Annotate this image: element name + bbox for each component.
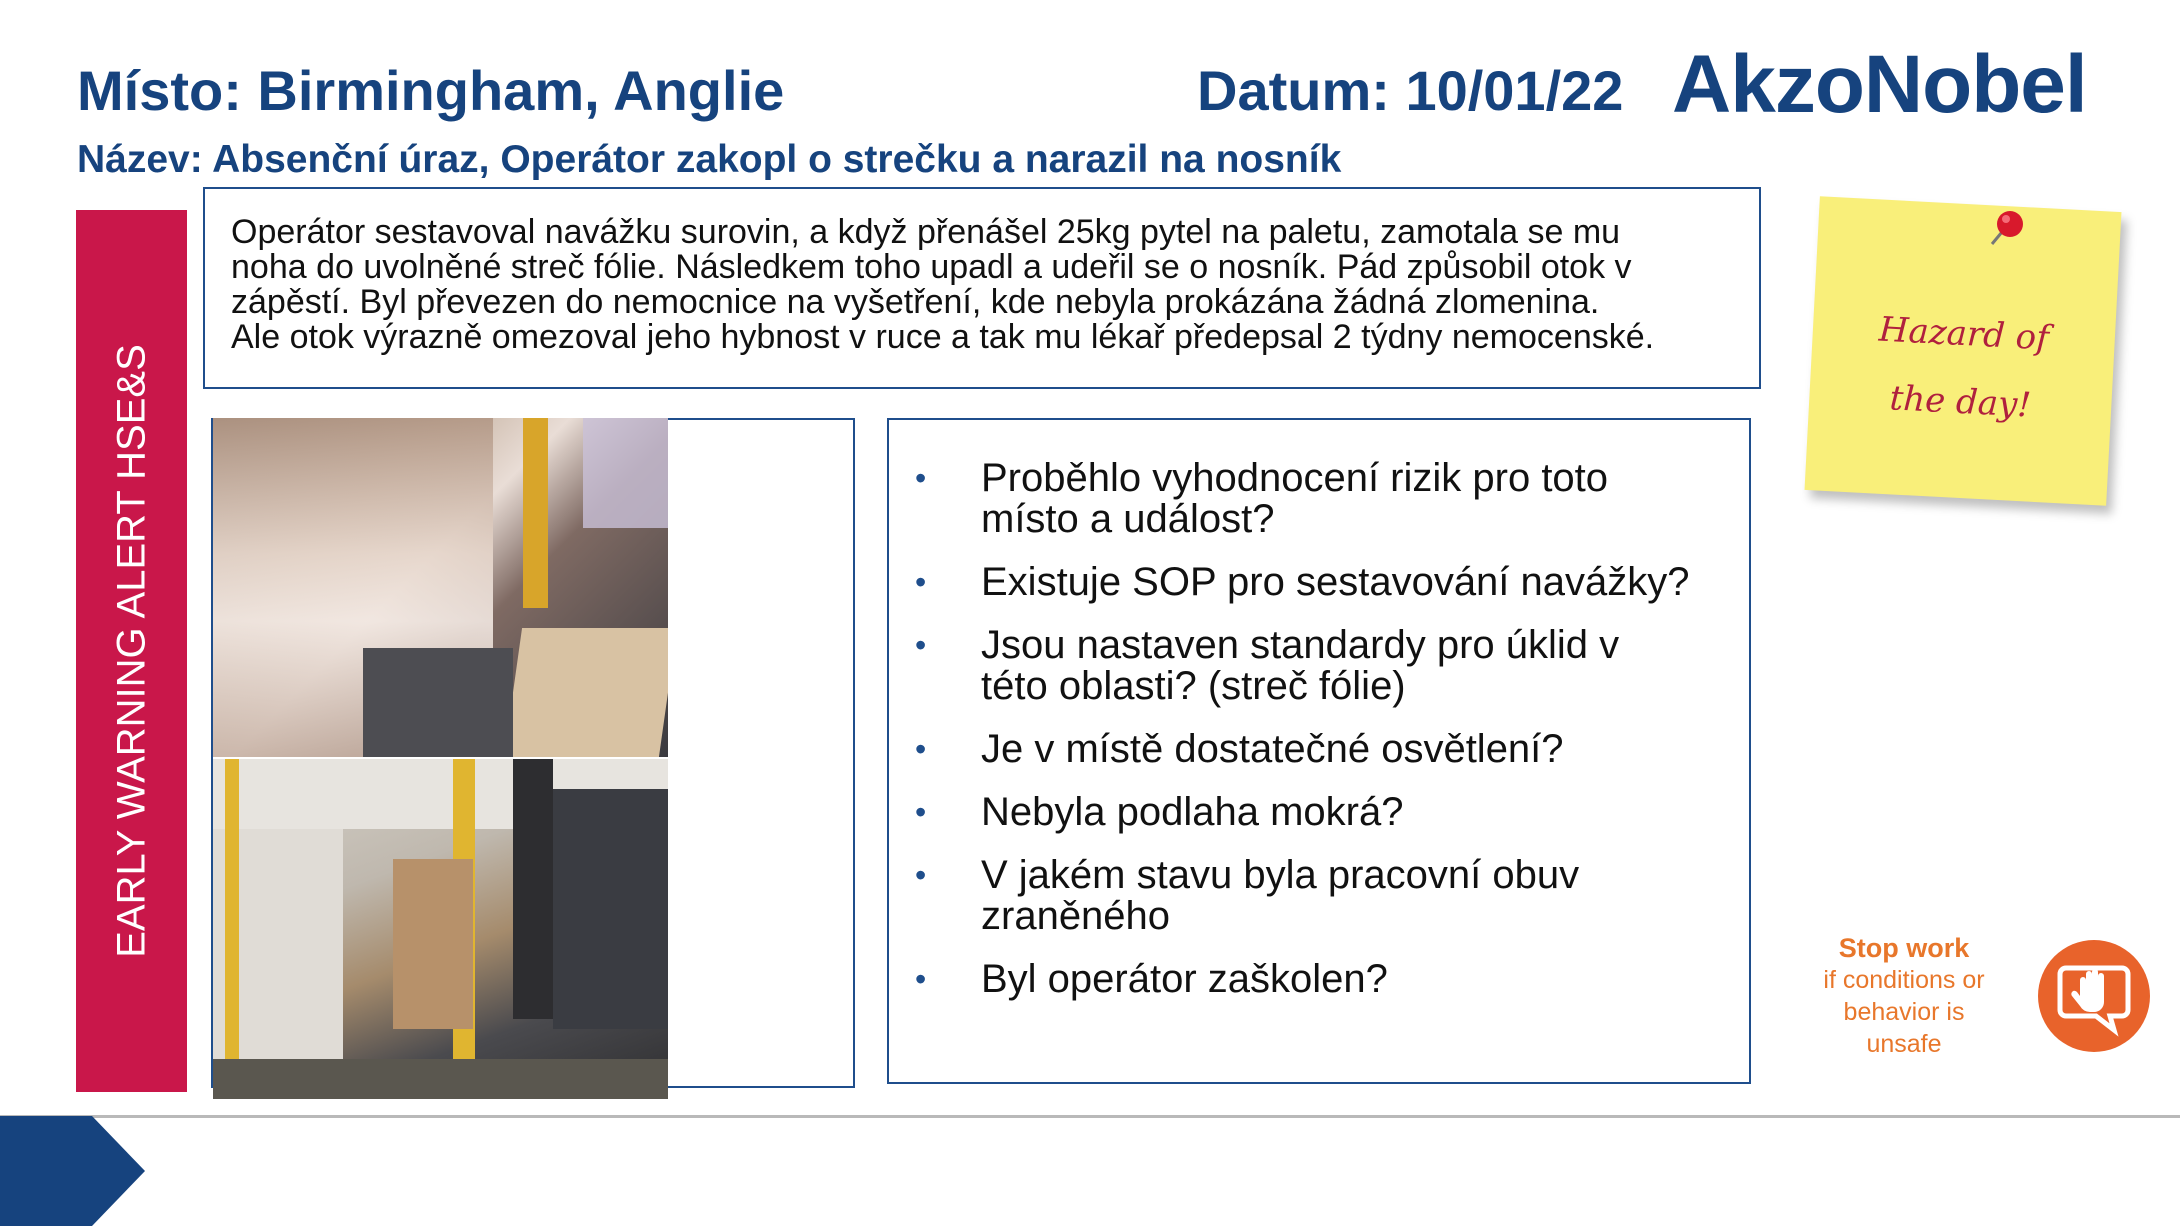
question-line: Jsou nastaven standardy pro úklid v [981, 623, 1620, 667]
question-line: zraněného [981, 894, 1171, 938]
stop-hand-icon [2036, 938, 2152, 1054]
description-line: Ale otok výrazně omezoval jeho hybnost v ruce a tak mu lékař předepsal 2 týdny nemocenské. [231, 318, 1655, 356]
footer-divider [0, 1115, 2180, 1118]
sticky-note-line: the day! [1888, 378, 2032, 426]
stop-work-line: unsafe [1866, 1030, 1942, 1058]
question-line: V jakém stavu byla pracovní obuv [981, 853, 1580, 897]
stop-work-line: behavior is [1843, 998, 1965, 1026]
warehouse-photo-forklift [213, 759, 668, 1099]
description-line: Operátor sestavoval navážku surovin, a když přenášel 25kg pytel na paletu, zamotala se mu [231, 213, 1621, 251]
incident-title: Název: Absenční úraz, Operátor zakopl o strečku a narazil na nosník [77, 138, 1342, 181]
date-title: Datum: 10/01/22 [1197, 59, 1624, 122]
question-item [889, 959, 1739, 1000]
question-item [889, 458, 1739, 540]
question-line: Je v místě dostatečné osvětlení? [981, 727, 1564, 771]
incident-description [203, 187, 1761, 389]
warehouse-photo-pallets [213, 418, 668, 757]
location-title: Místo: Birmingham, Anglie [77, 59, 785, 122]
question-line: Byl operátor zaškolen? [981, 957, 1388, 1001]
alert-side-bar [76, 210, 187, 1092]
question-item [889, 792, 1739, 833]
bullet-icon: • [915, 564, 927, 600]
push-pin-icon [1988, 206, 2028, 246]
question-line: Existuje SOP pro sestavování navážky? [981, 560, 1690, 604]
stop-work-text [1804, 932, 2004, 1060]
sticky-note-line: Hazard of [1877, 309, 2050, 359]
question-line: této oblasti? (streč fólie) [981, 664, 1406, 708]
description-line: noha do uvolněné streč fólie. Následkem toho upadl a udeřil se o nosník. Pád způsobil otok v [231, 248, 1632, 286]
stop-work-line: if conditions or [1823, 966, 1985, 994]
question-line: Proběhlo vyhodnocení rizik pro toto [981, 456, 1609, 500]
description-line: zápěstí. Byl převezen do nemocnice na vyšetření, kde nebyla prokázána žádná zlomenina. [231, 283, 1600, 321]
question-item [889, 625, 1739, 707]
akzonobel-logo: AkzoNobel [1672, 39, 2087, 130]
bullet-icon: • [915, 857, 927, 893]
question-item [889, 562, 1739, 603]
alert-side-label: EARLY WARNING ALERT HSE&S [109, 344, 153, 958]
hazard-sticky-note [1805, 196, 2122, 505]
question-item [889, 729, 1739, 770]
question-line: místo a událost? [981, 497, 1275, 541]
questions-list [889, 420, 1749, 1000]
question-line: Nebyla podlaha mokrá? [981, 790, 1404, 834]
question-item [889, 855, 1739, 937]
bullet-icon: • [915, 627, 927, 663]
stop-work-title: Stop work [1838, 933, 1970, 963]
questions-box [887, 418, 1751, 1084]
bullet-icon: • [915, 460, 927, 496]
footer-arrow-icon [0, 1116, 145, 1226]
bullet-icon: • [915, 794, 927, 830]
bullet-icon: • [915, 961, 927, 997]
bullet-icon: • [915, 731, 927, 767]
